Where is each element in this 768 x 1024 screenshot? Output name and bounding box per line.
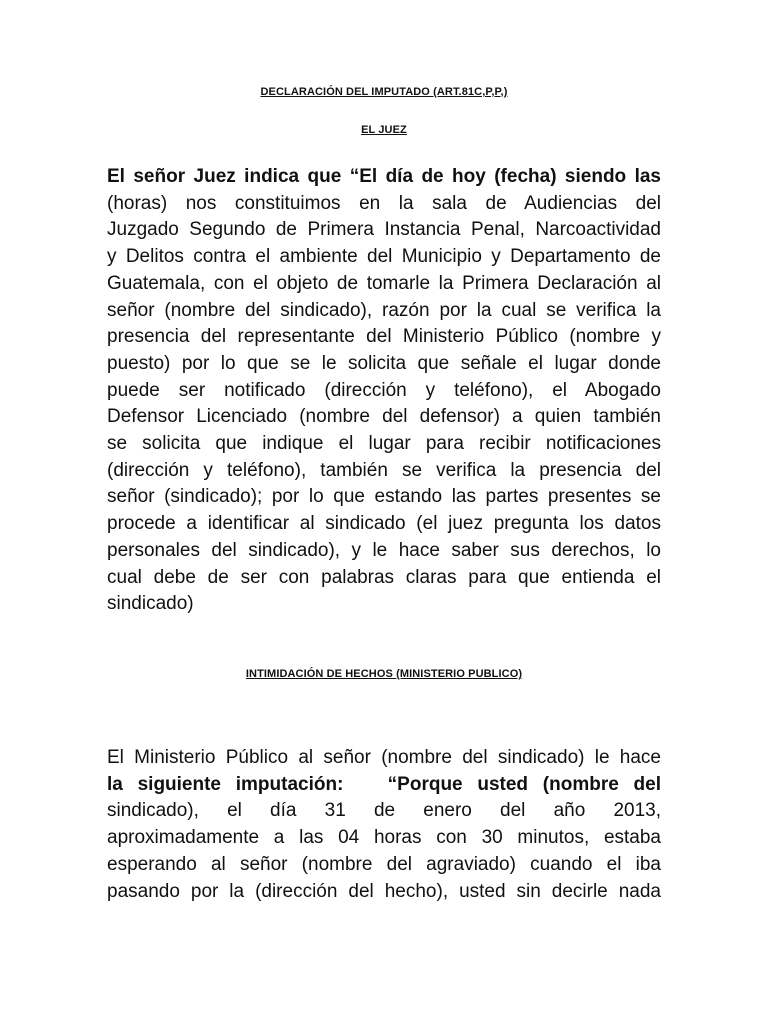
paragraph-line xyxy=(107,772,661,799)
paragraph-line xyxy=(107,164,661,191)
paragraph-line: sindicado), el día 31 de enero del año 2013, xyxy=(107,800,661,822)
paragraph-line: El Ministerio Público al señor (nombre del sindicado) le hace xyxy=(107,747,661,768)
paragraph-line: (horas) nos constituimos en la sala de Audiencias del xyxy=(107,192,661,214)
paragraph-line: señor (nombre del sindicado), razón por la cual se verifica la xyxy=(107,299,661,321)
paragraph-line: se solicita que indique el lugar para recibir notificaciones xyxy=(107,433,661,455)
paragraph-line: sindicado) xyxy=(107,593,194,615)
paragraph-line: Juzgado Segundo de Primera Instancia Penal, Narcoactividad xyxy=(107,219,661,241)
paragraph-line: aproximadamente a las 04 horas con 30 minutos, estaba xyxy=(107,827,661,849)
paragraph-line: personales del sindicado), y le hace saber sus derechos, lo xyxy=(107,539,661,561)
section-title-juez: EL JUEZ xyxy=(361,124,407,136)
paragraph-line: pasando por la (dirección del hecho), usted sin decirle nada xyxy=(107,880,661,902)
paragraph-ministerio xyxy=(107,745,661,905)
document-title: DECLARACIÓN DEL IMPUTADO (ART.81C,P,P,) xyxy=(260,86,508,98)
paragraph-line: y Delitos contra el ambiente del Municipio y Departamento de xyxy=(107,246,661,268)
paragraph-line: (dirección y teléfono), también se verifica la presencia del xyxy=(107,459,661,481)
paragraph-line: puede ser notificado (dirección y teléfono), el Abogado xyxy=(107,379,661,401)
paragraph-line: señor (sindicado); por lo que estando las partes presentes se xyxy=(107,486,661,508)
paragraph-line-text: la siguiente imputación: “Porque usted (nombre del xyxy=(107,773,661,795)
paragraph-juez xyxy=(107,164,661,618)
paragraph-line: Guatemala, con el objeto de tomarle la Primera Declaración al xyxy=(107,272,661,294)
paragraph-line: procede a identificar al sindicado (el juez pregunta los datos xyxy=(107,513,661,535)
paragraph-line: Defensor Licenciado (nombre del defensor) a quien también xyxy=(107,406,661,428)
paragraph-line: cual debe de ser con palabras claras para que entienda el xyxy=(107,566,661,588)
paragraph-line-text: El señor Juez indica que “El día de hoy (fecha) siendo las xyxy=(107,166,661,187)
paragraph-line: puesto) por lo que se le solicita que señale el lugar donde xyxy=(107,352,661,374)
paragraph-line: presencia del representante del Ministerio Público (nombre y xyxy=(107,326,661,348)
section-title-intimidacion: INTIMIDACIÓN DE HECHOS (MINISTERIO PUBLICO) xyxy=(245,668,523,680)
paragraph-line: esperando al señor (nombre del agraviado) cuando el iba xyxy=(107,853,661,875)
